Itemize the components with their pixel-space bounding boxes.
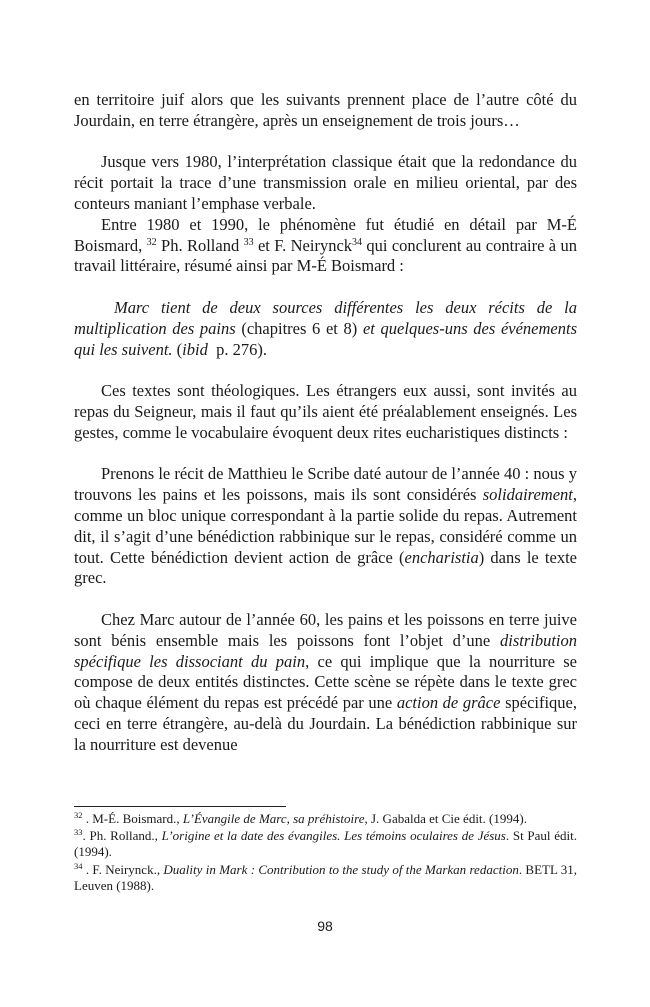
paragraph-4: Ces textes sont théologiques. Les étrangers eux aussi, sont invités au repas du Seigneur, mais il faut qu’ils aient été préalablement enseignés. Les gestes, comme le vocabulaire évoquent deux rites eucharistiques distincts : (74, 381, 577, 442)
footnote-ref-33[interactable]: 33 (243, 236, 254, 248)
paragraph-3: Entre 1980 et 1990, le phénomène fut étudié en détail par M-É Boismard, $^{32}$ Ph. Rolland $^{33}$ et F. Neirynck$^{34}$ qui conclurent au contraire à un travail littéraire, résumé ainsi par M-É Boismard : (74, 214, 578, 276)
footnote-34: $^{34}$ . F. Neirynck., Duality in Mark : Contribution to the study of the Markan redaction. BETL 31, Leuven (1988). (74, 860, 578, 893)
footnotes (74, 811, 577, 895)
paragraph-5: Prenons le récit de Matthieu le Scribe daté autour de l’année 40 : nous y trouvons les pains et les poissons, mais ils sont considérés solidairement, comme un bloc unique correspondant à la partie solide du repas. Autrement dit, il s’agit d’une bénédiction rabbinique sur le repas, considéré comme un tout. Cette bénédiction devient action de grâce (encharistia) dans le texte grec. (74, 464, 577, 588)
paragraph-6: Chez Marc autour de l’année 60, les pains et les poissons en terre juive sont bénis ensemble mais les poissons font l’objet d’une distribution spécifique les dissociant du pain, ce qui implique que la nourriture se compose de deux entités distinctes. Cette scène se répète dans le texte grec où chaque élément du repas est précédé par une action de grâce spécifique, ceci en terre étrangère, au-delà du Jourdain. La bénédiction rabbinique sur la nourriture est devenue (74, 609, 578, 754)
paragraph-1: en territoire juif alors que les suivants prennent place de l’autre côté du Jourdain, en terre étrangère, après un enseignement de trois jours… (74, 90, 577, 130)
page-body (74, 90, 577, 756)
footnote-ref-34[interactable]: 34 (352, 236, 363, 248)
footnote-32: $^{32}$ . M-É. Boismard., L’Évangile de Marc, sa préhistoire, J. Gabalda et Cie édit. (1994). (74, 810, 527, 826)
paragraph-2: Jusque vers 1980, l’interprétation classique était que la redondance du récit portait la trace d’une transmission orale en milieu oriental, par des conteurs maniant l’emphase verbale. (74, 152, 577, 213)
footnote-33: $^{33}$. Ph. Rolland., L’origine et la date des évangiles. Les témoins oculaires de Jésus. St Paul édit. (1994). (74, 827, 578, 860)
page-number: 98 (317, 918, 333, 934)
footnote-ref-32[interactable]: 32 (146, 236, 157, 248)
footnote-divider (74, 806, 286, 807)
block-quote: Marc tient de deux sources différentes les deux récits de la multiplication des pains (chapitres 6 et 8) et quelques-uns des événements qui les suivent. (ibid p. 276). (74, 297, 577, 359)
